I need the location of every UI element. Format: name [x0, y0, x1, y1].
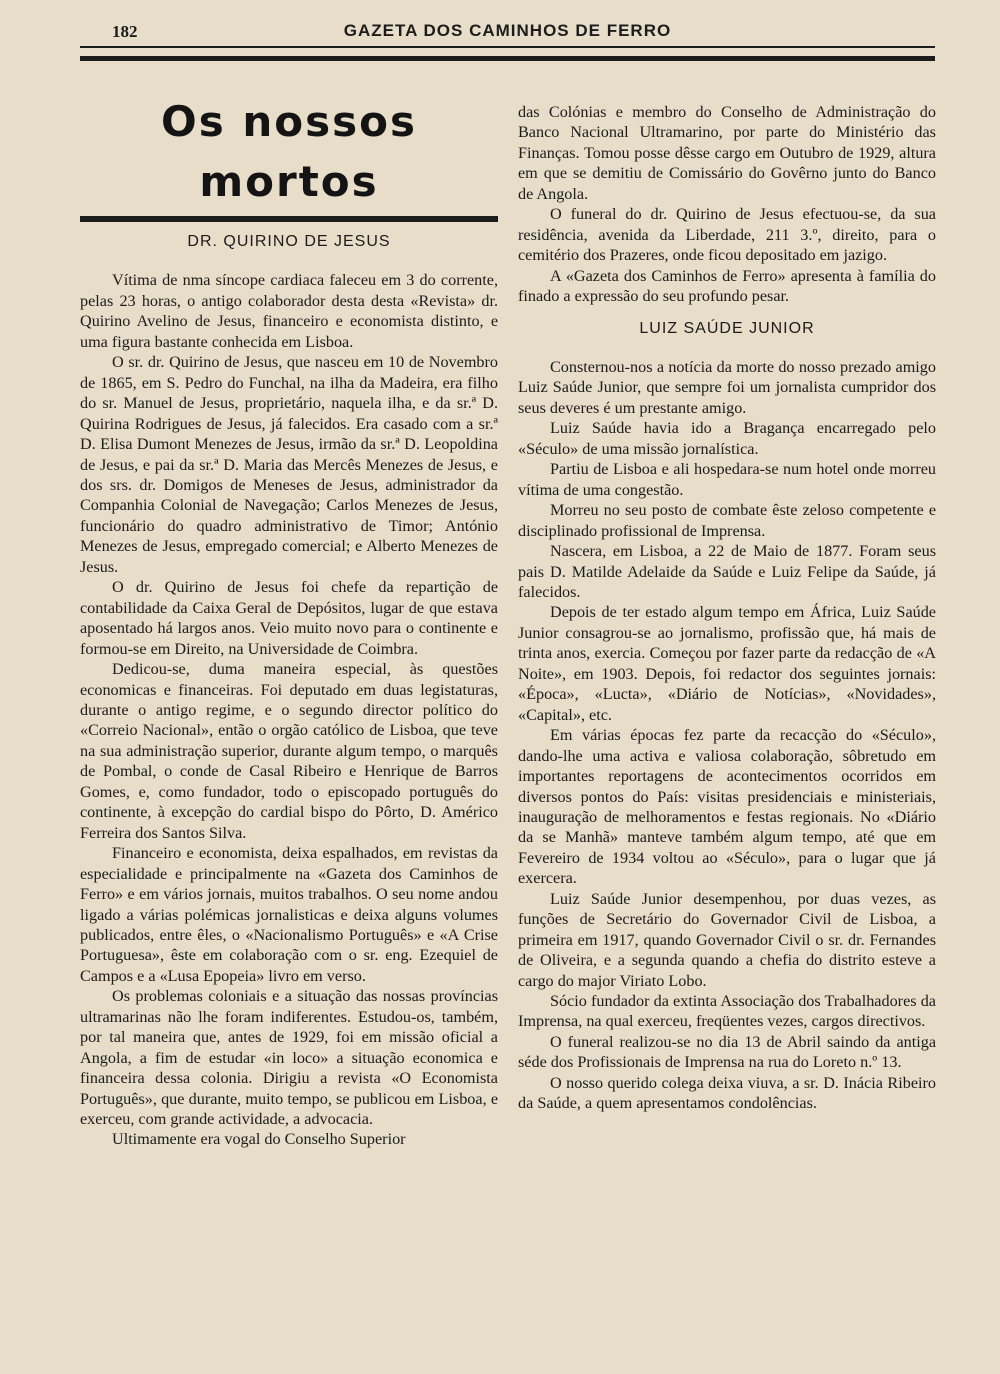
- header-rule: [80, 46, 935, 61]
- paragraph: Dedicou-se, duma maneira especial, às questões economicas e financeiras. Foi deputado em duas legistaturas, durante o antigo regime, e o segundo director político do «Correio Nacional», então o orgão católico de Lisboa, que teve na sua administração superior, durante algum tempo, o marquês de Pombal, o conde de Casal Ribeiro e Henrique de Barros Gomes, e, como fundador, todo o episcopado português do continente, à excepção do cardial bispo do Pôrto, D. Américo Ferreira dos Santos Silva.: [80, 660, 498, 842]
- paragraph: Financeiro e economista, deixa espalhados, em revistas da especialidade e principalmente na «Gazeta dos Caminhos de Ferro» e em vários jornais, muitos trabalhos. O seu nome andou ligado a várias polémicas jornalisticas e deixa alguns volumes publicados, entre êles, o «Nacionalismo Português» e «A Crise Portuguesa», êste em colaboração com o sr. eng. Ezequiel de Campos e a «Lusa Epopeia» livro em verso.: [80, 844, 498, 985]
- section-heading-luiz: LUIZ SAÚDE JUNIOR: [639, 319, 815, 337]
- page-number: 182: [112, 22, 138, 41]
- paragraph: O sr. dr. Quirino de Jesus, que nasceu em 10 de Novembro de 1865, em S. Pedro do Funchal, na ilha da Madeira, era filho do sr. Manuel de Jesus, proprietário, naquela ilha, e da sr.ª D. Quirina Rodrigues de Jesus, já falecidos. Era casado com a sr.ª D. Elisa Dumont Menezes de Jesus, irmão da sr.ª D. Leopoldina de Jesus, e pai da sr.ª D. Maria das Mercês Menezes de Jesus, e dos srs. dr. Domigos de Meneses de Jesus, administrador da Companhia Colonial de Navegação; Carlos Menezes de Jesus, funcionário do quadro administrativo de Timor; António Menezes de Jesus, empregado comercial; e Alberto Menezes de Jesus.: [80, 353, 498, 576]
- paragraph-continuation: das Colónias e membro do Conselho de Administração do Banco Nacional Ultramarino, por parte do Ministério das Finanças. Tomou posse dêsse cargo em Outubro de 1929, altura em que se demitiu de Comissário do Govêrno junto do Banco de Angola.: [518, 103, 936, 203]
- section-heading-quirino: DR. QUIRINO DE JESUS: [187, 233, 391, 250]
- paragraph: Nascera, em Lisboa, a 22 de Maio de 1877. Foram seus pais D. Matilde Adelaide da Saúde e Luiz Felipe da Saúde, já falecidos.: [518, 542, 936, 601]
- journal-title: GAZETA DOS CAMINHOS DE FERRO: [343, 21, 672, 40]
- article-title: Os nossos mortos: [161, 97, 417, 206]
- paragraph: Depois de ter estado algum tempo em África, Luiz Saúde Junior consagrou-se ao jornalismo, profissão que, há mais de trinta anos, exercia. Começou por fazer parte da redacção de «A Noite», em 1903. Depois, foi redactor dos seguintes jornais: «Época», «Lucta», «Diário de Notícias», «Novidades», «Capital», etc.: [518, 603, 936, 724]
- paragraph: O funeral realizou-se no dia 13 de Abril saindo da antiga séde dos Profissionais de Imprensa na rua do Loreto n.º 13.: [518, 1032, 936, 1072]
- paragraph: O dr. Quirino de Jesus foi chefe da repartição de contabilidade da Caixa Geral de Depósitos, lugar de que estava aposentado há largos anos. Veio muito novo para o continente e formou-se em Direito, na Universidade de Coimbra.: [80, 578, 498, 658]
- paragraph: Luiz Saúde havia ido a Bragança encarregado pelo «Século» de uma missão jornalística.: [518, 419, 936, 458]
- page-header: [80, 18, 935, 44]
- paragraph: Sócio fundador da extinta Associação dos Trabalhadores da Imprensa, na qual exerceu, freqüentes vezes, cargos directivos.: [518, 992, 936, 1031]
- paragraph: Morreu no seu posto de combate êste zeloso competente e disciplinado profissional de Imprensa.: [518, 501, 936, 540]
- paragraph: Vítima de nma síncope cardiaca faleceu em 3 do corrente, pelas 23 horas, o antigo colaborador desta desta «Revista» dr. Quirino Avelino de Jesus, financeiro e economista distinto, e uma figura bastante conhecida em Lisboa.: [80, 271, 498, 351]
- paragraph: Partiu de Lisboa e ali hospedara-se num hotel onde morreu vítima de uma congestão.: [518, 460, 936, 499]
- right-column: [518, 102, 936, 1114]
- paragraph: Luiz Saúde Junior desempenhou, por duas vezes, as funções de Secretário do Governador Civil de Lisboa, a primeira em 1917, quando Governador Civil o sr. dr. Fernandes de Oliveira, e a segunda quando a chefia do distrito esteve a cargo do major Viriato Lobo.: [518, 889, 936, 990]
- paragraph: Consternou-nos a notícia da morte do nosso prezado amigo Luiz Saúde Junior, que sempre foi um jornalista cumpridor dos seus deveres é um prestante amigo.: [518, 357, 936, 417]
- paragraph: Em várias épocas fez parte da recacção do «Século», dando-lhe uma activa e valiosa colaboração, sôbretudo em importantes reportagens de acontecimentos ocorridos em diversos pontos do País: visitas presidenciais e ministeriais, inauguração de melhoramentos e festas regionais. No «Diário da se Manhã» manteve também algum tempo, até que em Fevereiro de 1934 voltou ao «Século», para o lugar que já exercera.: [518, 726, 936, 888]
- paragraph-continued: Ultimamente era vogal do Conselho Superior: [112, 1130, 406, 1149]
- title-rule: [80, 216, 498, 222]
- paragraph: O funeral do dr. Quirino de Jesus efectuou-se, da sua residência, avenida da Liberdade, 211 3.º, direito, para o cemitério dos Prazeres, onde ficou depositado em jazigo.: [518, 205, 936, 265]
- paragraph: A «Gazeta dos Caminhos de Ferro» apresenta à família do finado a expressão do seu profundo pesar.: [518, 266, 936, 306]
- paragraph: Os problemas coloniais e a situação das nossas províncias ultramarinas não lhe foram indiferentes. Estudou-os, também, por tal maneira que, antes de 1929, foi em missão oficial a Angola, a fim de estudar «in loco» a situação economica e financeira dessa colonia. Dirigiu a revista «O Economista Português», que durante, muito tempo, se publicou em Lisboa, e exerceu, com grande actividade, a advocacia.: [80, 987, 498, 1129]
- left-column: [80, 92, 498, 1150]
- paragraph: O nosso querido colega deixa viuva, a sr. D. Inácia Ribeiro da Saúde, a quem apresentamos condolências.: [518, 1073, 936, 1113]
